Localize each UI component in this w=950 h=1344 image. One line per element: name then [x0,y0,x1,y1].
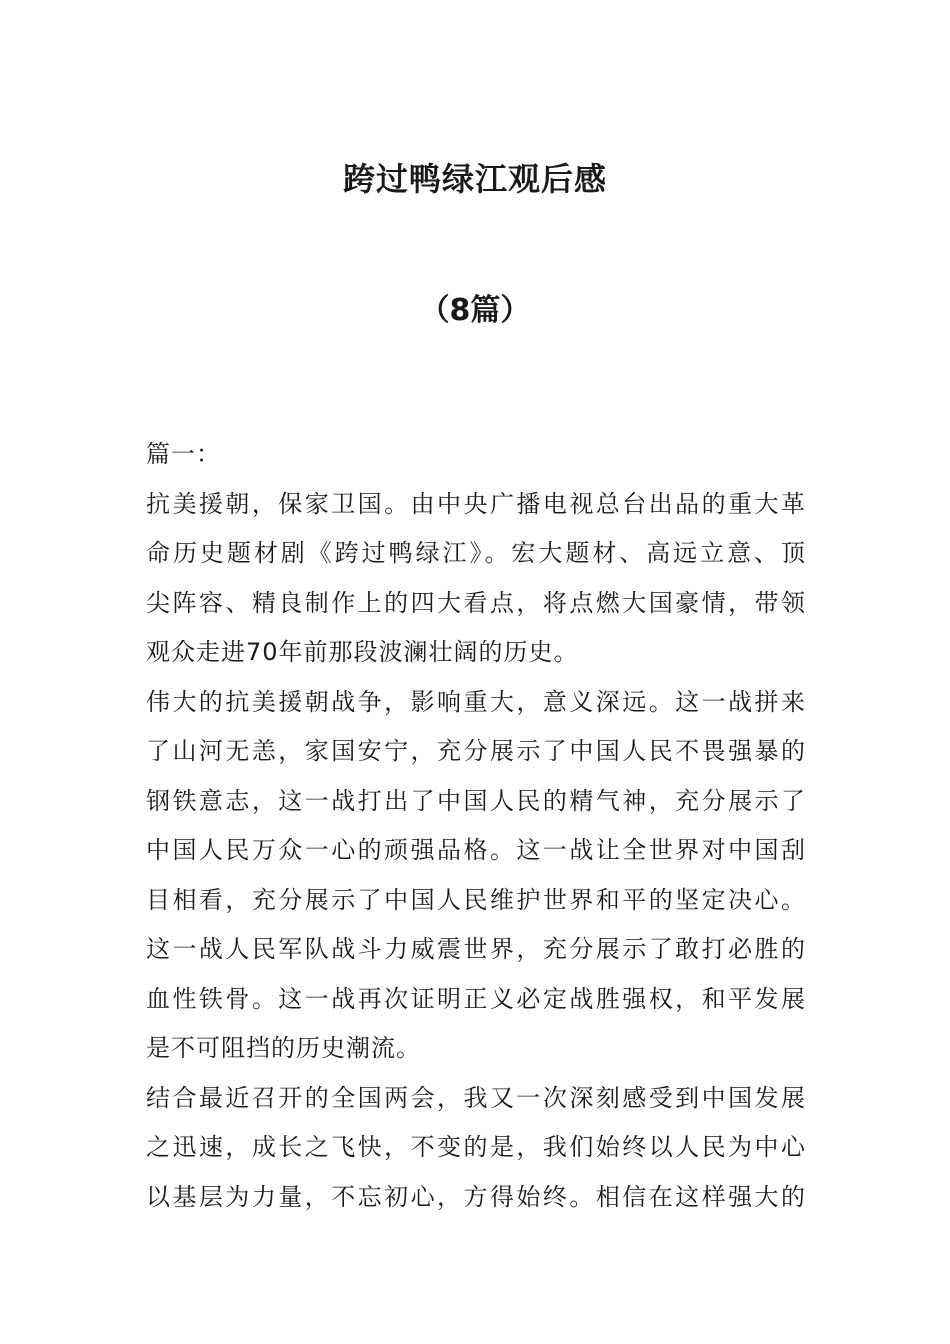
text-line: 中国人民万众一心的顽强品格。这一战让全世界对中国刮 [146,836,806,864]
text-line: 尖阵容、精良制作上的四大看点，将点燃大国豪情，带领 [146,588,806,617]
document-title: 跨过鸭绿江观后感 [342,160,607,198]
text-line: 伟大的抗美援朝战争，影响重大，意义深远。这一战拼来 [146,687,806,716]
document-subtitle: （8篇） [419,293,531,328]
text-line: 以基层为力量，不忘初心，方得始终。相信在这样强大的 [146,1182,806,1211]
text-line: 目相看，充分展示了中国人民维护世界和平的坚定决心。 [146,885,806,914]
text-line: 血性铁骨。这一战再次证明正义必定战胜强权，和平发展 [146,984,806,1013]
text-line: 命历史题材剧《跨过鸭绿江》。宏大题材、高远立意、顶 [146,539,806,567]
text-line: 抗美援朝，保家卫国。由中央广播电视总台出品的重大革 [146,489,806,518]
text-line: 观众走进70年前那段波澜壮阔的历史。 [146,638,579,666]
text-line: 是不可阻挡的历史潮流。 [146,1034,421,1062]
text-line: 这一战人民军队战斗力威震世界，充分展示了敢打必胜的 [146,935,806,963]
text-line: 了山河无恙，家国安宁，充分展示了中国人民不畏强暴的 [146,737,806,765]
text-line: 结合最近召开的全国两会，我又一次深刻感受到中国发展 [146,1083,806,1112]
text-line: 篇一： [146,440,221,468]
document-body [146,430,806,1222]
text-line: 之迅速，成长之飞快，不变的是，我们始终以人民为中心 [146,1133,806,1161]
text-line: 钢铁意志，这一战打出了中国人民的精气神，充分展示了 [146,786,806,815]
